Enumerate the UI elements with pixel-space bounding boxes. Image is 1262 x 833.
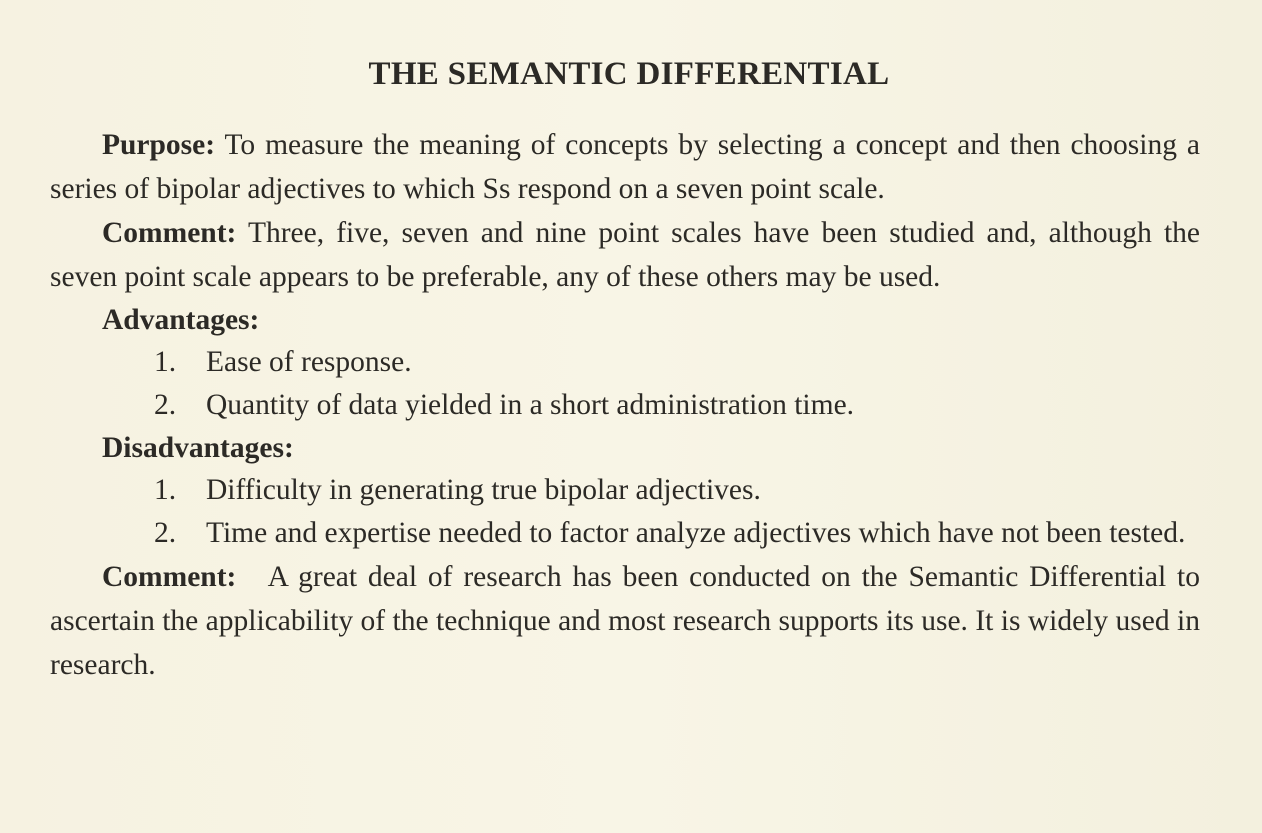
list-item [50,384,1200,427]
comment-text-2: A great deal of research has been conducted on the Semantic Differential to ascertain the applicability of the technique and most research supports its use. It is widely used in research. [50,561,1200,681]
list-item-text: Time and expertise needed to factor analyze adjectives which have not been tested. [206,517,1186,549]
purpose-label: Purpose: [102,129,216,161]
list-item-number: 2. [154,517,177,549]
disadvantages-heading: Disadvantages: [102,432,294,464]
page-title: THE SEMANTIC DIFFERENTIAL [368,56,890,92]
purpose-paragraph [50,123,1200,211]
list-item [50,341,1200,384]
list-item-text: Ease of response. [206,346,412,378]
comment-paragraph-1 [50,211,1200,299]
list-item [50,512,1200,555]
list-item-text: Quantity of data yielded in a short administration time. [206,389,855,421]
list-item-text: Difficulty in generating true bipolar adjectives. [206,474,761,506]
list-item-number: 1. [154,474,177,506]
disadvantages-list [50,469,1200,555]
advantages-heading: Advantages: [102,304,260,336]
comment-paragraph-2 [50,555,1200,687]
advantages-list [50,341,1200,427]
comment-text-1: Three, five, seven and nine point scales have been studied and, although the seven point scale appears to be preferable, any of these others may be used. [50,217,1201,293]
list-item-number: 1. [154,346,177,378]
list-item-number: 2. [154,389,177,421]
list-item [50,469,1200,512]
purpose-text: To measure the meaning of concepts by selecting a concept and then choosing a series of bipolar adjectives to which Ss respond on a seven point scale. [50,129,1200,205]
comment-label-2: Comment: [102,561,237,593]
comment-label-1: Comment: [102,217,237,249]
